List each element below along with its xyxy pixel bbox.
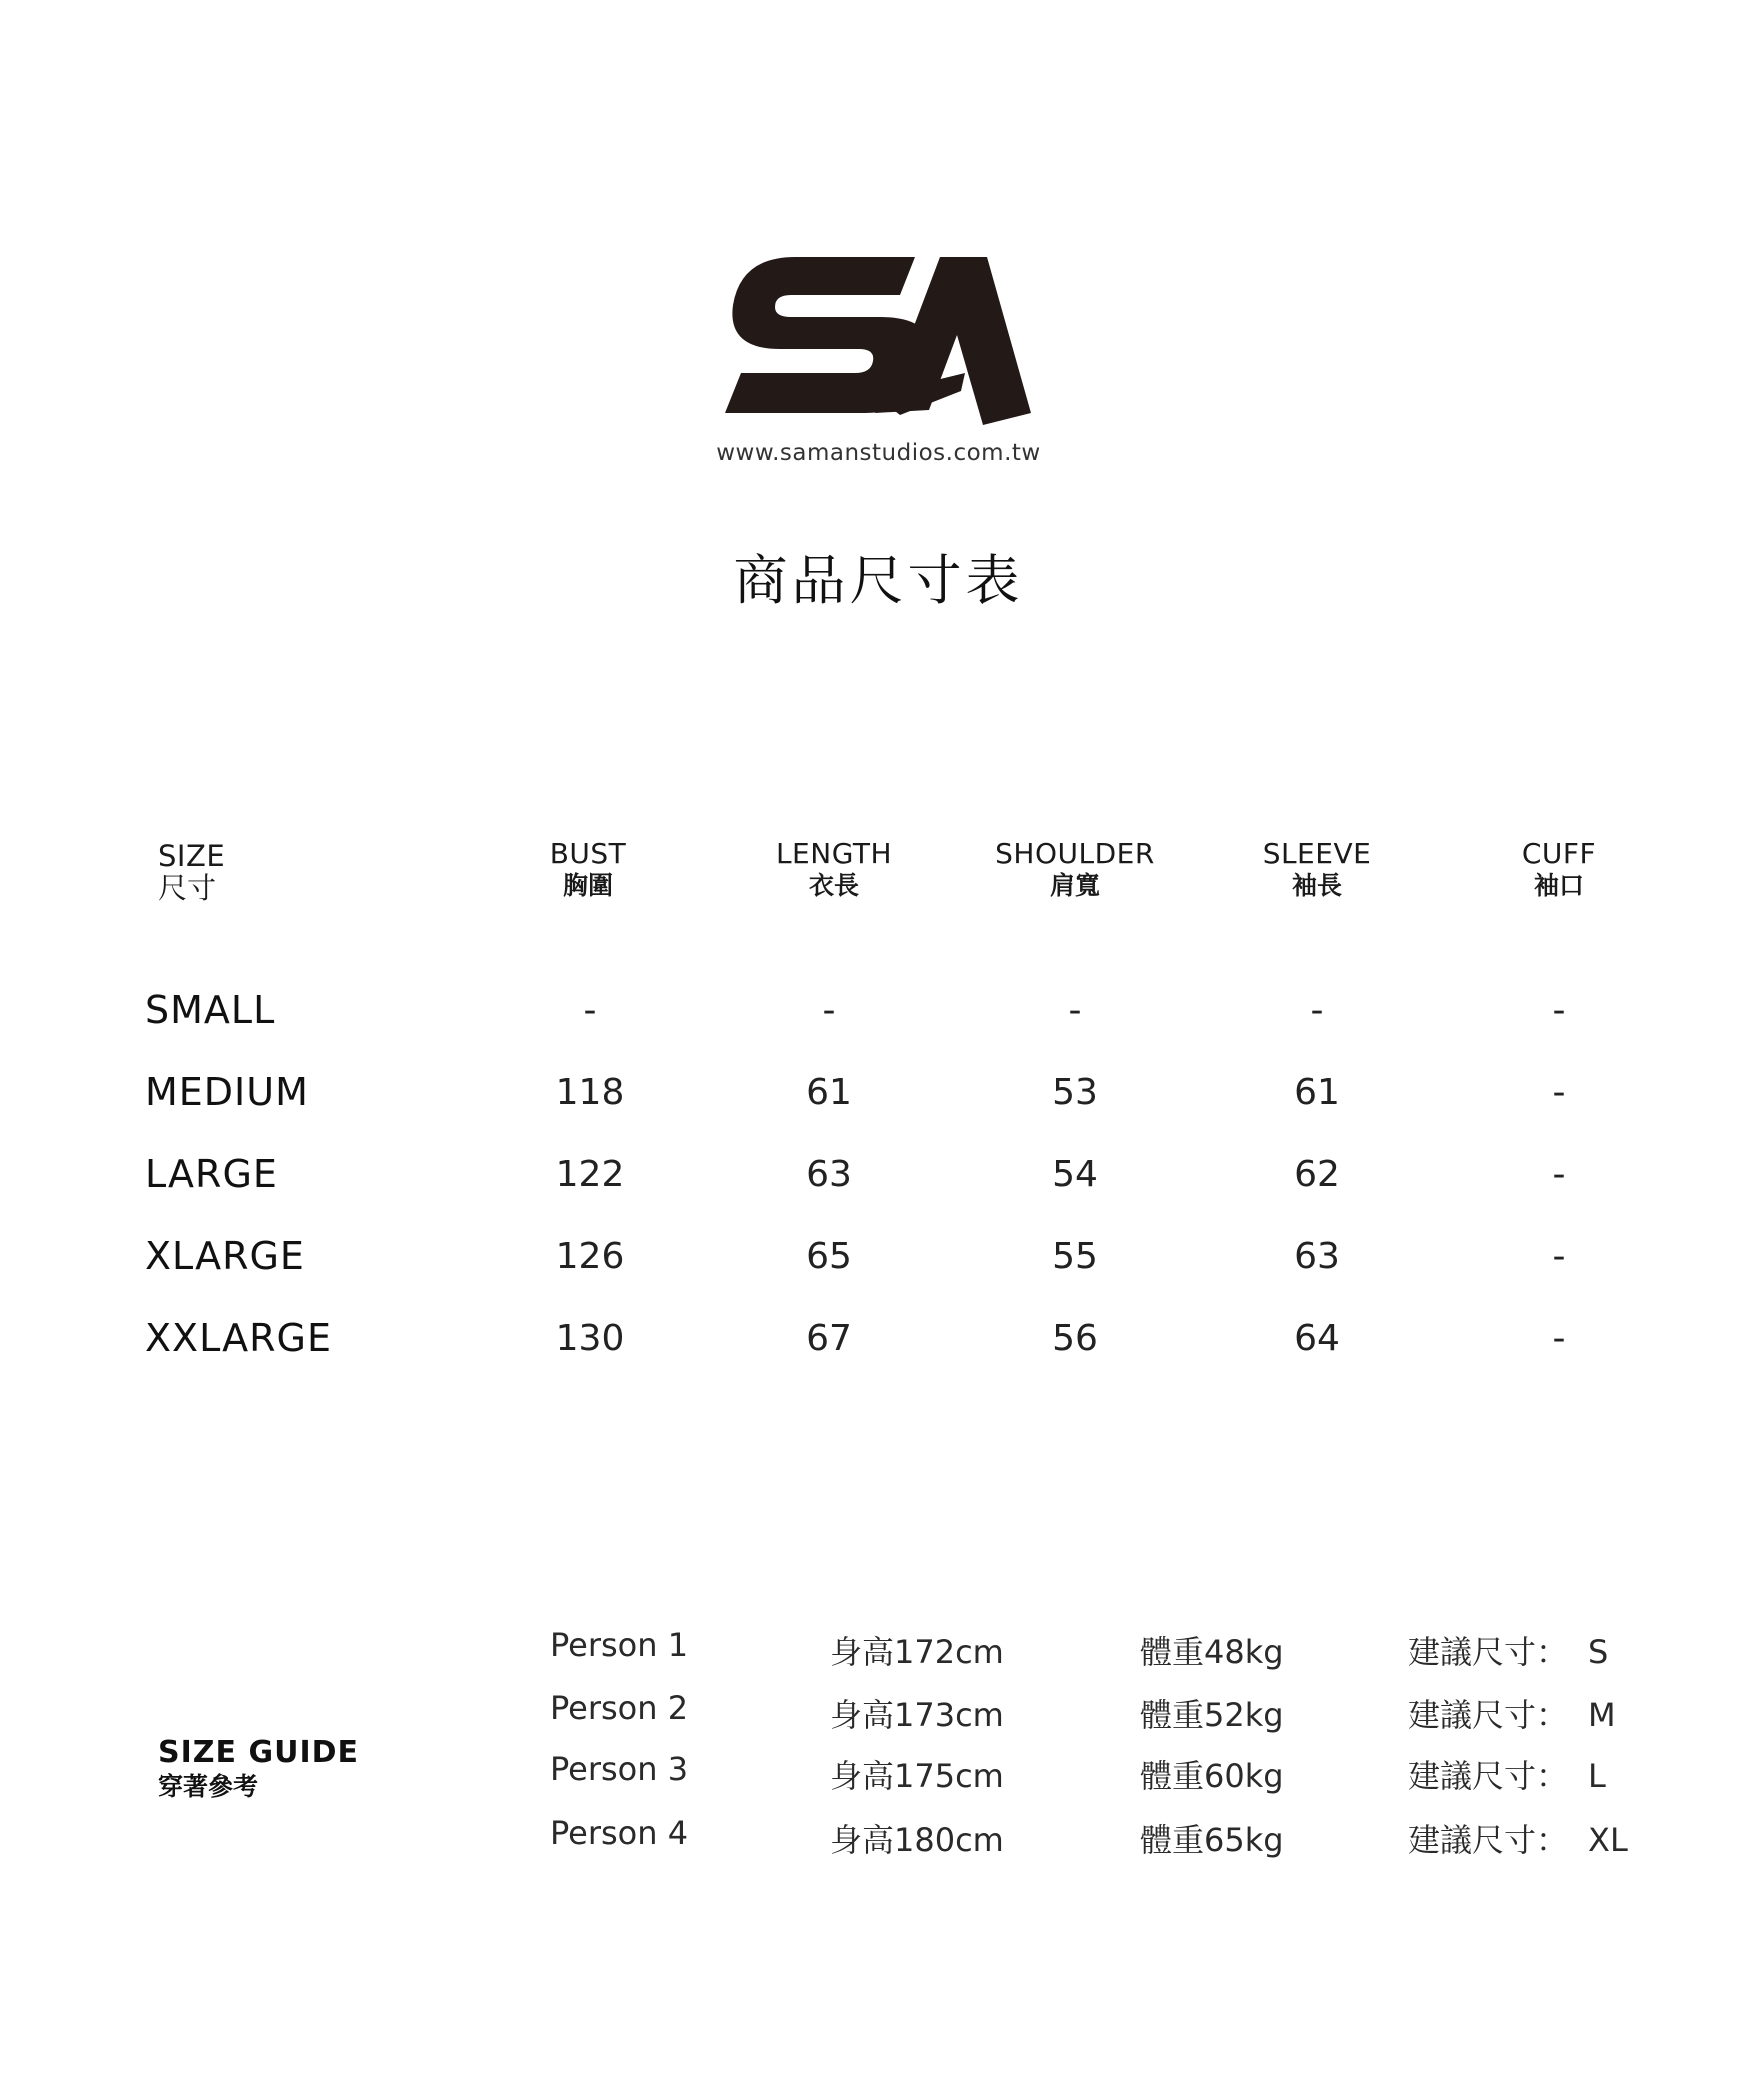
- guide-person-weight: 體重65kg: [1140, 1821, 1284, 1859]
- cell-shoulder: 54: [1052, 1154, 1098, 1195]
- cell-bust: 118: [555, 1072, 625, 1113]
- page-title: 商品尺寸表: [733, 549, 1024, 612]
- guide-person-height: 身高175cm: [830, 1757, 1004, 1795]
- cell-length: 63: [806, 1154, 852, 1195]
- column-header-bust: [508, 838, 668, 902]
- guide-person-height: 身高172cm: [830, 1633, 1004, 1671]
- cell-bust: -: [583, 990, 597, 1031]
- column-header-zh: 袖口: [1533, 871, 1584, 900]
- column-header-zh: 肩寬: [1049, 871, 1100, 900]
- guide-person-name: Person 1: [550, 1626, 689, 1664]
- suggest-label: 建議尺寸：: [1408, 1696, 1569, 1734]
- column-header-sleeve: [1222, 838, 1412, 902]
- guide-person-name: Person 3: [550, 1750, 689, 1788]
- cell-sleeve: 63: [1294, 1236, 1340, 1277]
- cell-cuff: -: [1552, 1154, 1566, 1195]
- suggest-size: S: [1588, 1633, 1609, 1671]
- guide-person-suggestion: [1408, 1751, 1606, 1797]
- cell-length: 65: [806, 1236, 852, 1277]
- cell-length: 67: [806, 1318, 852, 1359]
- cell-cuff: -: [1552, 1318, 1566, 1359]
- column-header-shoulder: [970, 838, 1180, 902]
- size-guide-title: [158, 1735, 359, 1803]
- cell-shoulder: 53: [1052, 1072, 1098, 1113]
- guide-person-suggestion: [1408, 1690, 1616, 1736]
- guide-person-weight: 體重48kg: [1140, 1633, 1284, 1671]
- guide-person-suggestion: [1408, 1815, 1628, 1861]
- cell-bust: 126: [555, 1236, 625, 1277]
- column-header-zh: 袖長: [1291, 871, 1342, 900]
- guide-person-name: Person 4: [550, 1814, 689, 1852]
- cell-length: -: [822, 990, 836, 1031]
- cell-sleeve: -: [1310, 990, 1324, 1031]
- column-header-en: CUFF: [1521, 837, 1597, 870]
- suggest-size: L: [1588, 1757, 1606, 1795]
- suggest-label: 建議尺寸：: [1408, 1633, 1569, 1671]
- size-guide-title-en: SIZE GUIDE: [158, 1735, 360, 1770]
- cell-length: 61: [806, 1072, 852, 1113]
- row-label-xlarge: XLARGE: [145, 1234, 305, 1278]
- suggest-size: XL: [1588, 1821, 1628, 1859]
- cell-cuff: -: [1552, 1236, 1566, 1277]
- suggest-label: 建議尺寸：: [1408, 1757, 1569, 1795]
- guide-person-suggestion: [1408, 1627, 1608, 1673]
- cell-cuff: -: [1552, 1072, 1566, 1113]
- row-label-xxlarge: XXLARGE: [145, 1316, 332, 1360]
- row-label-small: SMALL: [145, 988, 276, 1032]
- cell-sleeve: 62: [1294, 1154, 1340, 1195]
- cell-sleeve: 61: [1294, 1072, 1340, 1113]
- guide-person-height: 身高173cm: [830, 1696, 1004, 1734]
- guide-person-height: 身高180cm: [830, 1821, 1004, 1859]
- column-header-length: [739, 838, 929, 902]
- row-label-large: LARGE: [145, 1152, 278, 1196]
- cell-bust: 122: [555, 1154, 625, 1195]
- guide-person-weight: 體重52kg: [1140, 1696, 1284, 1734]
- column-header-en: SIZE: [158, 839, 226, 873]
- guide-person-weight: 體重60kg: [1140, 1757, 1284, 1795]
- suggest-label: 建議尺寸：: [1408, 1821, 1569, 1859]
- cell-sleeve: 64: [1294, 1318, 1340, 1359]
- row-label-medium: MEDIUM: [145, 1070, 309, 1114]
- cell-cuff: -: [1552, 990, 1566, 1031]
- cell-shoulder: -: [1068, 990, 1082, 1031]
- cell-shoulder: 56: [1052, 1318, 1098, 1359]
- column-header-cuff: [1464, 838, 1654, 902]
- suggest-size: M: [1588, 1696, 1616, 1734]
- cell-bust: 130: [555, 1318, 625, 1359]
- size-guide-title-zh: 穿著參考: [158, 1772, 259, 1801]
- column-header-zh: 衣長: [808, 871, 859, 900]
- sa-logo: [725, 255, 1031, 427]
- cell-shoulder: 55: [1052, 1236, 1098, 1277]
- column-header-size: [158, 840, 225, 904]
- column-header-zh: 尺寸: [158, 871, 217, 905]
- guide-person-name: Person 2: [550, 1689, 689, 1727]
- column-header-en: SHOULDER: [995, 837, 1155, 870]
- column-header-zh: 胸圍: [562, 871, 613, 900]
- column-header-en: BUST: [549, 837, 627, 870]
- site-url: www.samanstudios.com.tw: [716, 440, 1041, 466]
- column-header-en: SLEEVE: [1262, 837, 1372, 870]
- column-header-en: LENGTH: [775, 837, 893, 870]
